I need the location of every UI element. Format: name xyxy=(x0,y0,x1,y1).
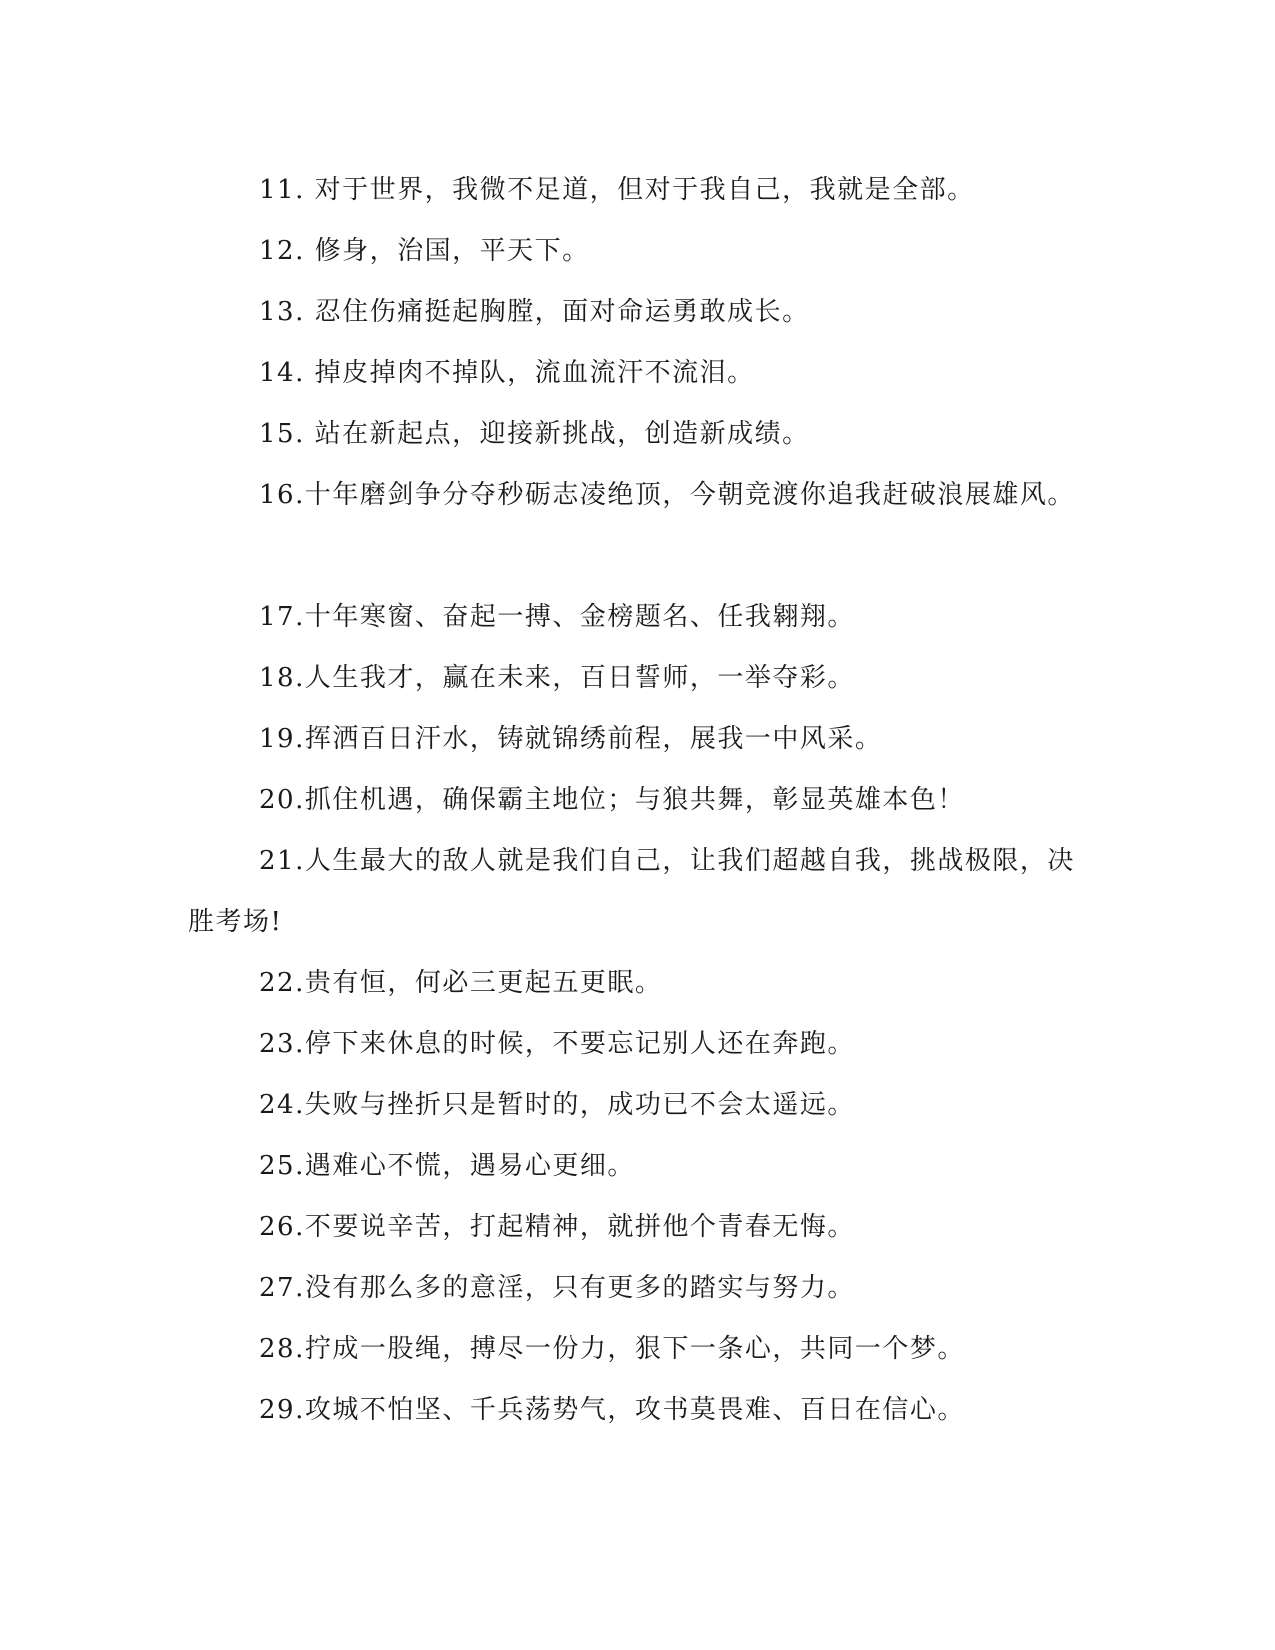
list-item: 17.十年寒窗、奋起一搏、金榜题名、任我翱翔。 xyxy=(259,602,855,632)
list-item: 29.攻城不怕坚、千兵荡势气，攻书莫畏难、百日在信心。 xyxy=(259,1395,965,1425)
list-item: 26.不要说辛苦，打起精神，就拼他个青春无悔。 xyxy=(259,1212,855,1242)
list-item: 15. 站在新起点，迎接新挑战，创造新成绩。 xyxy=(259,419,810,449)
list-item: 16.十年磨剑争分夺秒砺志凌绝顶，今朝竞渡你追我赶破浪展雄风。 xyxy=(259,480,1075,510)
list-item: 22.贵有恒，何必三更起五更眠。 xyxy=(259,968,663,998)
list-item: 19.挥洒百日汗水，铸就锦绣前程，展我一中风采。 xyxy=(259,724,883,754)
list-item: 14. 掉皮掉肉不掉队，流血流汗不流泪。 xyxy=(259,358,755,388)
list-item: 27.没有那么多的意淫，只有更多的踏实与努力。 xyxy=(259,1273,855,1303)
list-item: 21.人生最大的敌人就是我们自己，让我们超越自我，挑战极限，决胜考场! xyxy=(188,846,1075,937)
list-item: 18.人生我才，赢在未来，百日誓师，一举夺彩。 xyxy=(259,663,855,693)
list-item: 25.遇难心不慌，遇易心更细。 xyxy=(259,1151,635,1181)
list-item: 28.拧成一股绳，搏尽一份力，狠下一条心，共同一个梦。 xyxy=(259,1334,965,1364)
list-item: 11. 对于世界，我微不足道，但对于我自己，我就是全部。 xyxy=(259,175,975,205)
list-item: 23.停下来休息的时候，不要忘记别人还在奔跑。 xyxy=(259,1029,855,1059)
list-item: 20.抓住机遇，确保霸主地位；与狼共舞，彰显英雄本色！ xyxy=(259,785,965,815)
list-item: 12. 修身，治国，平天下。 xyxy=(259,236,590,266)
list-item: 24.失败与挫折只是暂时的，成功已不会太遥远。 xyxy=(259,1090,855,1120)
list-item: 13. 忍住伤痛挺起胸膛，面对命运勇敢成长。 xyxy=(259,297,810,327)
